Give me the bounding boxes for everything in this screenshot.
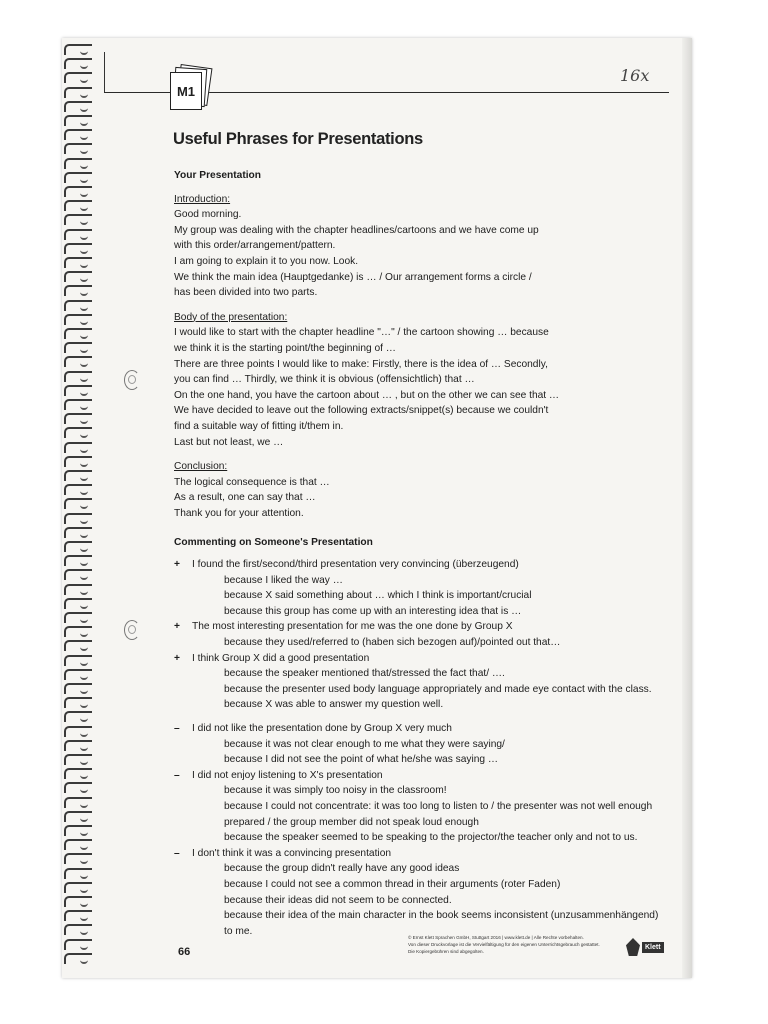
comment-reason: because the speaker mentioned that/stressed the fact that/ …. xyxy=(224,668,505,680)
page-title: Useful Phrases for Presentations xyxy=(173,130,423,148)
page-number: 66 xyxy=(178,946,191,958)
spiral-coil xyxy=(64,129,92,140)
spiral-coil xyxy=(64,115,92,126)
punch-hole-icon xyxy=(124,370,140,390)
body-lines xyxy=(174,325,694,450)
comment-item xyxy=(174,768,694,846)
spiral-coil xyxy=(64,44,92,55)
spiral-coil xyxy=(64,555,92,566)
spiral-coil xyxy=(64,314,92,325)
publisher-name: Klett xyxy=(642,942,664,953)
comment-statement: I did not like the presentation done by Group X very much xyxy=(192,723,452,734)
section-heading: Commenting on Someone's Presentation xyxy=(174,537,373,549)
comment-reason: because I could not concentrate: it was too long to listen to / the presenter was not well enough xyxy=(224,800,653,812)
spiral-coil xyxy=(64,612,92,623)
spiral-coil xyxy=(64,172,92,183)
spiral-coil xyxy=(64,385,92,396)
text-line: The logical consequence is that … xyxy=(174,476,330,488)
subsection-label: Body of the presentation: xyxy=(174,311,288,323)
worksheet-content xyxy=(174,168,694,939)
m1-badge xyxy=(170,70,208,110)
spiral-coil xyxy=(64,683,92,694)
spiral-coil xyxy=(64,797,92,808)
spiral-coil xyxy=(64,186,92,197)
spiral-coil xyxy=(64,300,92,311)
spiral-coil xyxy=(64,484,92,495)
spiral-coil xyxy=(64,896,92,907)
copyright-line: Die Kopiergebühren sind abgegolten. xyxy=(408,949,484,954)
spiral-coil xyxy=(64,868,92,879)
spiral-coil xyxy=(64,910,92,921)
spiral-coil xyxy=(64,87,92,98)
spiral-coil xyxy=(64,257,92,268)
spiral-coil xyxy=(64,939,92,950)
spiral-coil xyxy=(64,626,92,637)
comment-reason: because I liked the way … xyxy=(224,574,343,586)
comment-statement: I don't think it was a convincing presentation xyxy=(192,847,392,859)
comment-list xyxy=(174,557,694,939)
copyright-line: © Ernst Klett Sprachen GmbH, Stuttgart 2016 | www.klett.de | Alle Rechte vorbehalten. xyxy=(408,935,584,940)
spiral-coil xyxy=(64,839,92,850)
spiral-coil xyxy=(64,229,92,240)
subsection-label: Conclusion: xyxy=(174,461,228,473)
comment-item xyxy=(174,557,694,619)
comment-item xyxy=(174,651,694,713)
plus-icon: + xyxy=(174,652,180,664)
text-line: you can find … Thirdly, we think it is obvious (offensichtlich) that … xyxy=(174,374,475,386)
spiral-coil xyxy=(64,200,92,211)
spiral-coil xyxy=(64,498,92,509)
spiral-coil xyxy=(64,669,92,680)
spiral-coil xyxy=(64,782,92,793)
text-line: we think it is the starting point/the beginning of … xyxy=(174,342,396,354)
comment-reason: because I could not see a common thread in their arguments (roter Faden) xyxy=(224,878,561,890)
conclusion-lines xyxy=(174,475,694,522)
klett-logo-icon xyxy=(626,938,640,956)
spiral-coil xyxy=(64,527,92,538)
text-line: We have decided to leave out the following extracts/snippet(s) because we couldn't xyxy=(174,405,549,417)
comment-reason: because the group didn't really have any good ideas xyxy=(224,863,460,875)
handwritten-note: 16x xyxy=(620,66,650,85)
spiral-coil xyxy=(64,754,92,765)
text-line: find a suitable way of fitting it/them in. xyxy=(174,420,344,432)
minus-icon: – xyxy=(174,723,180,734)
spiral-coil xyxy=(64,158,92,169)
copyright-notice xyxy=(408,934,623,955)
margin-line xyxy=(104,52,105,92)
spiral-coil xyxy=(64,470,92,481)
text-line: We think the main idea (Hauptgedanke) is … / Our arrangement forms a circle / xyxy=(174,271,532,283)
spiral-coil xyxy=(64,569,92,580)
copyright-line: Von dieser Druckvorlage ist die Vervielfältigung für den eigenen Unterrichtsgebrauch gestattet. xyxy=(408,942,600,947)
comment-reason: prepared / the group member did not speak loud enough xyxy=(224,816,479,828)
spiral-coil xyxy=(64,853,92,864)
comment-reason: because X said something about … which I think is important/crucial xyxy=(224,590,532,602)
spiral-coil xyxy=(64,342,92,353)
spiral-coil xyxy=(64,541,92,552)
spiral-coil xyxy=(64,513,92,524)
spiral-coil xyxy=(64,214,92,225)
spiral-coil xyxy=(64,924,92,935)
comment-statement: I think Group X did a good presentation xyxy=(192,652,370,664)
spiral-coil xyxy=(64,825,92,836)
introduction-lines xyxy=(174,207,694,301)
spiral-coil xyxy=(64,371,92,382)
text-line: with this order/arrangement/pattern. xyxy=(174,240,336,252)
comment-reason: to me. xyxy=(224,925,253,937)
comment-item xyxy=(174,721,694,768)
spiral-coil xyxy=(64,711,92,722)
comment-reason: because the presenter used body language appropriately and made eye contact with the class. xyxy=(224,683,652,695)
spiral-coil xyxy=(64,58,92,69)
comment-item xyxy=(174,846,694,940)
comment-statement: The most interesting presentation for me was the one done by Group X xyxy=(192,621,513,633)
text-line: I am going to explain it to you now. Look. xyxy=(174,255,359,267)
spiral-coil xyxy=(64,271,92,282)
text-line: Last but not least, we … xyxy=(174,436,284,448)
comment-reason: because I did not see the point of what he/she was saying … xyxy=(224,754,499,766)
spiral-coil xyxy=(64,143,92,154)
spiral-coil xyxy=(64,413,92,424)
text-line: I would like to start with the chapter headline "…" / the cartoon showing … because xyxy=(174,327,549,339)
text-line: There are three points I would like to make: Firstly, there is the idea of … Secondly, xyxy=(174,358,548,370)
comment-item xyxy=(174,619,694,650)
spiral-coil xyxy=(64,640,92,651)
spiral-coil xyxy=(64,442,92,453)
spiral-coil xyxy=(64,399,92,410)
spiral-coil xyxy=(64,584,92,595)
spiral-coil xyxy=(64,427,92,438)
comment-reason: because X was able to answer my question well. xyxy=(224,699,444,711)
spiral-coil xyxy=(64,811,92,822)
spiral-coil xyxy=(64,740,92,751)
text-line: Good morning. xyxy=(174,209,242,221)
spiral-coil xyxy=(64,726,92,737)
spiral-coil xyxy=(64,882,92,893)
spiral-coil xyxy=(64,655,92,666)
spiral-binding xyxy=(64,44,94,974)
comment-reason: because this group has come up with an interesting idea that is … xyxy=(224,605,522,617)
spiral-coil xyxy=(64,768,92,779)
comment-reason: because their idea of the main character in the book seems inconsistent (unzusammenhängend) xyxy=(224,910,659,922)
minus-icon: – xyxy=(174,847,180,859)
klett-logo xyxy=(626,936,666,958)
comment-reason: because they used/referred to (haben sich bezogen auf)/pointed out that… xyxy=(224,637,561,649)
text-line: My group was dealing with the chapter headlines/cartoons and we have come up xyxy=(174,224,539,236)
comment-reason: because it was simply too noisy in the classroom! xyxy=(224,785,447,797)
spiral-coil xyxy=(64,285,92,296)
spiral-coil xyxy=(64,697,92,708)
text-line: As a result, one can say that … xyxy=(174,492,316,504)
spiral-coil xyxy=(64,598,92,609)
comment-reason: because the speaker seemed to be speaking to the projector/the teacher only and not to us. xyxy=(224,832,638,844)
spiral-coil xyxy=(64,456,92,467)
spiral-coil xyxy=(64,953,92,964)
text-line: Thank you for your attention. xyxy=(174,507,304,519)
section-heading: Your Presentation xyxy=(174,170,261,181)
comment-statement: I did not enjoy listening to X's presentation xyxy=(192,769,383,781)
punch-hole-icon xyxy=(124,620,140,640)
spiral-coil xyxy=(64,101,92,112)
comment-reason: because their ideas did not seem to be connected. xyxy=(224,894,452,906)
comment-reason: because it was not clear enough to me what they were saying/ xyxy=(224,738,505,750)
spiral-coil xyxy=(64,356,92,367)
spiral-coil xyxy=(64,328,92,339)
minus-icon: – xyxy=(174,769,180,781)
spiral-coil xyxy=(64,243,92,254)
text-line: has been divided into two parts. xyxy=(174,287,318,299)
plus-icon: + xyxy=(174,559,180,571)
text-line: On the one hand, you have the cartoon about … , but on the other we can see that … xyxy=(174,389,560,401)
spiral-coil xyxy=(64,72,92,83)
comment-statement: I found the first/second/third presentation very convincing (überzeugend) xyxy=(192,559,519,571)
plus-icon: + xyxy=(174,621,180,633)
badge-label: M1 xyxy=(170,72,202,110)
subsection-label: Introduction: xyxy=(174,193,231,205)
